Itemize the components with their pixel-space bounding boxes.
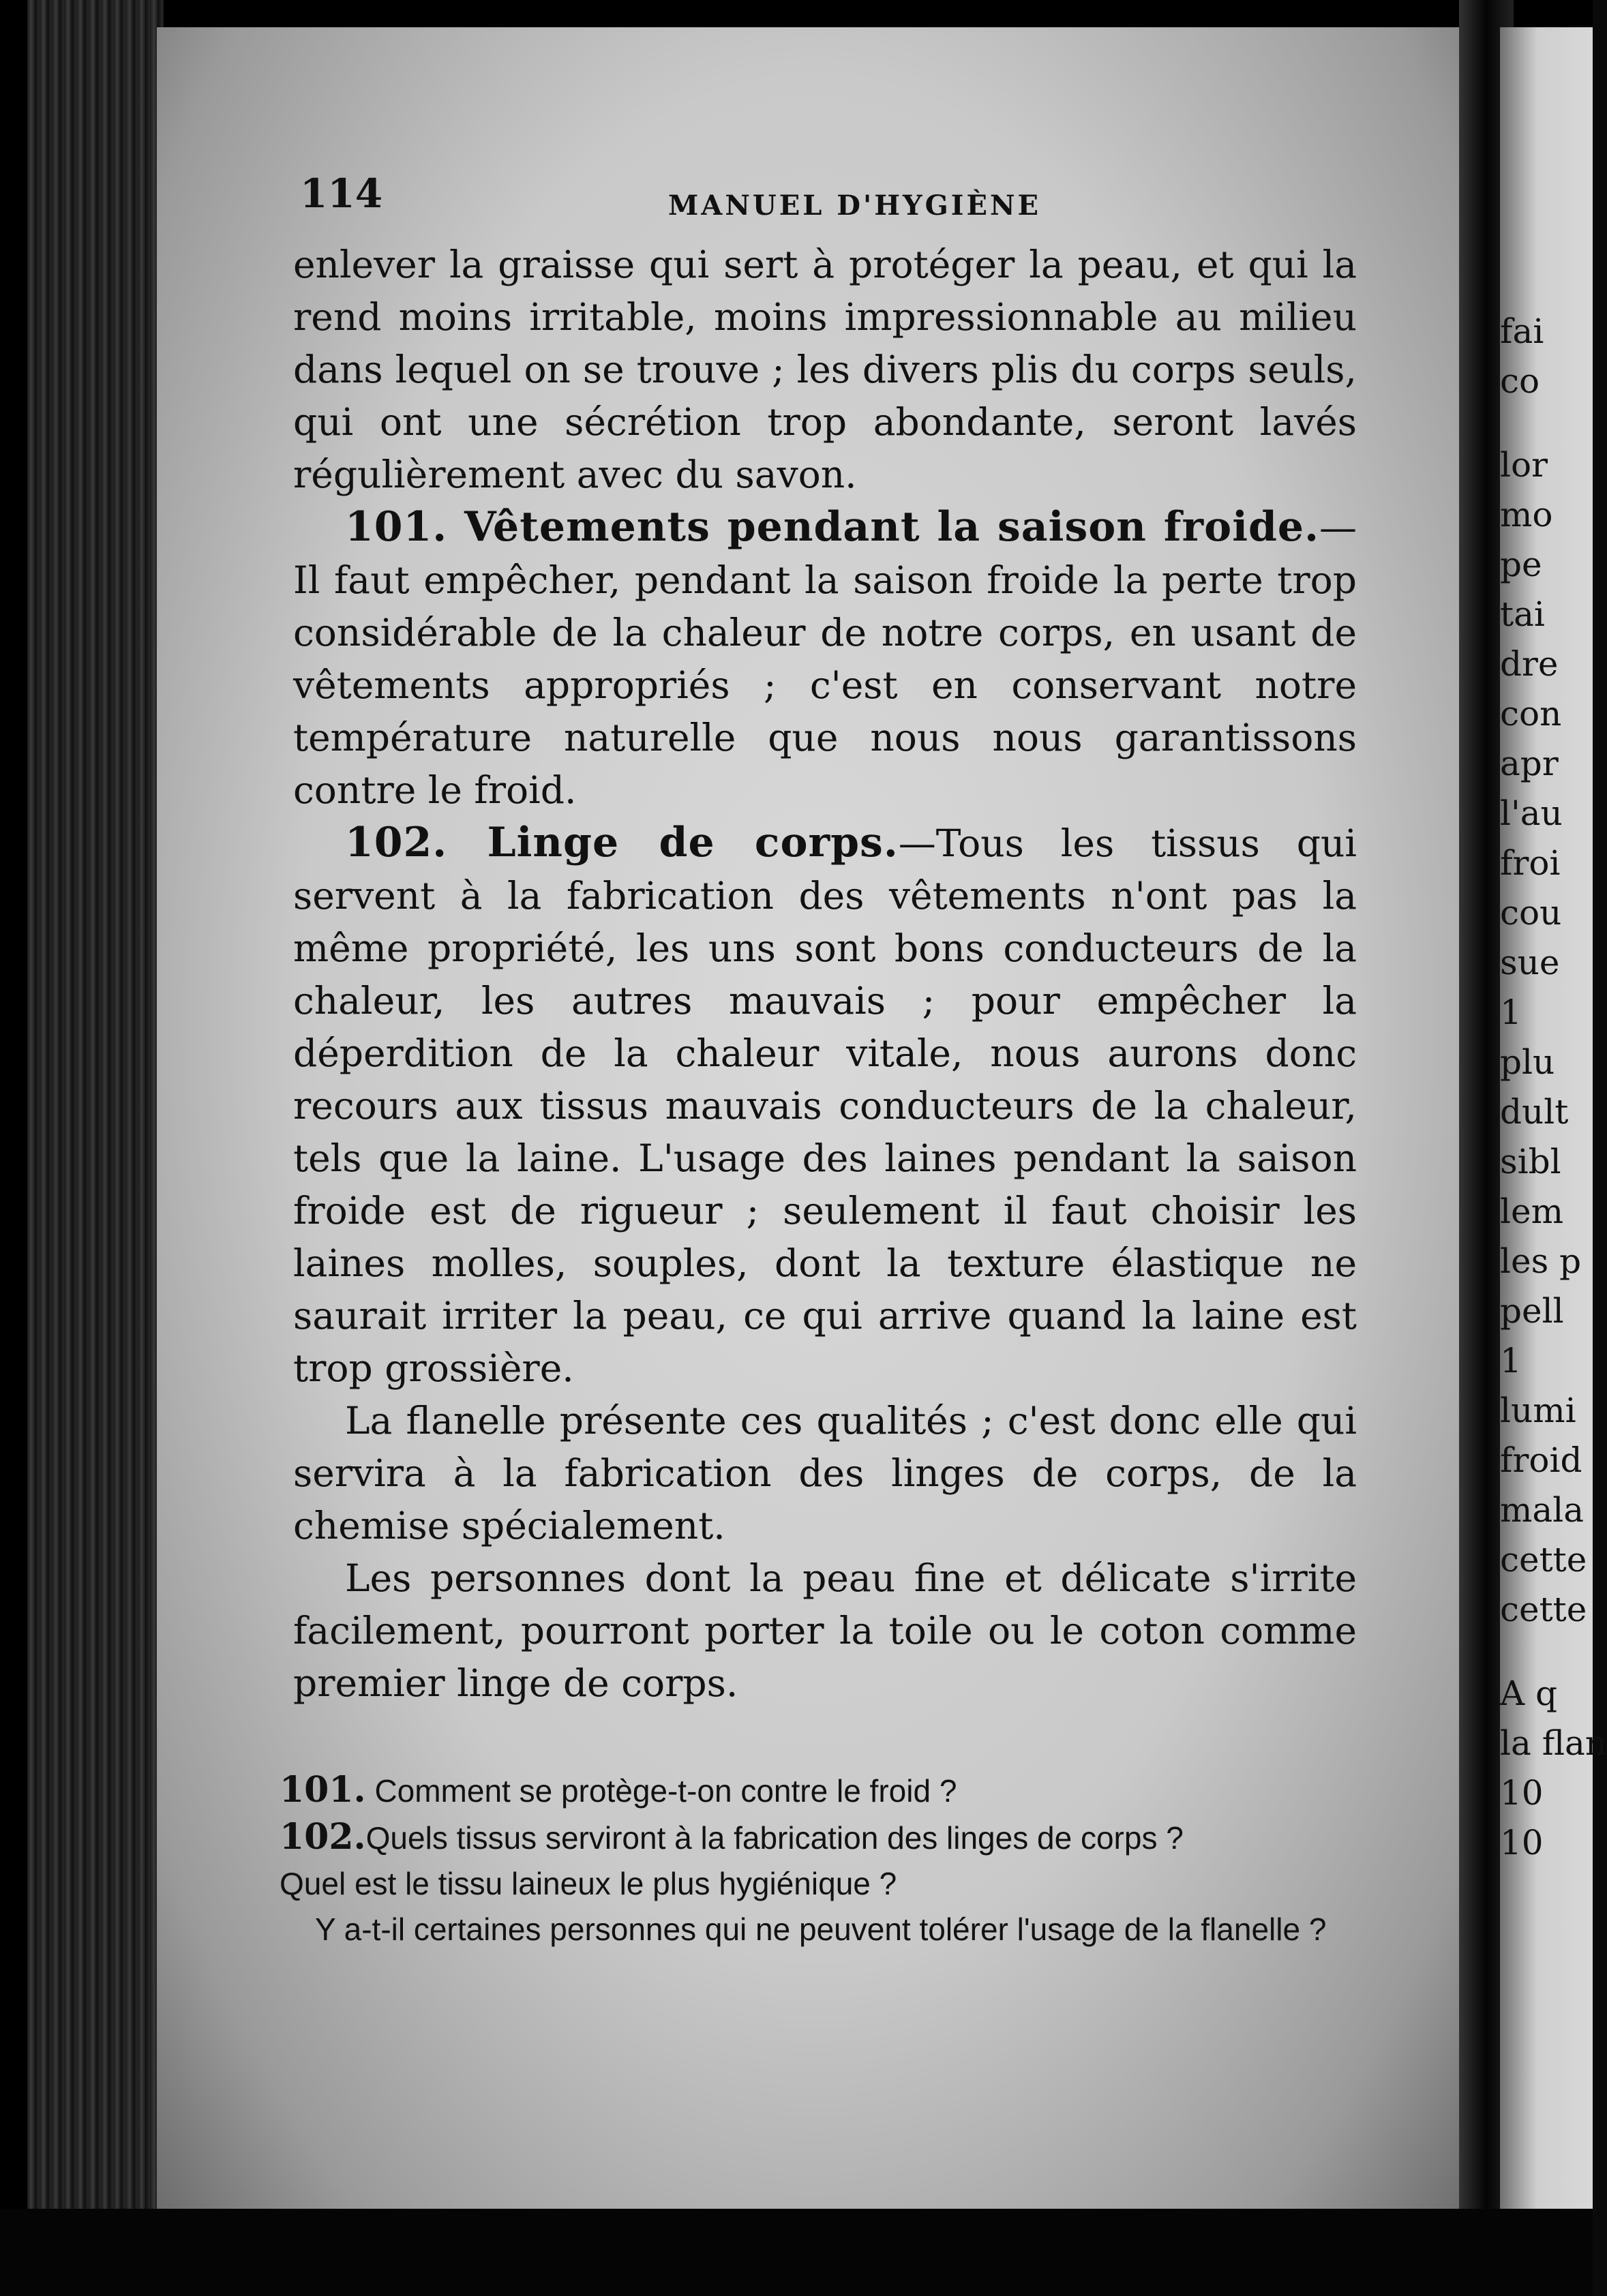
right-page-fragment: mo xyxy=(1500,495,1553,534)
question-text: Quel est le tissu laineux le plus hygiénique ? xyxy=(280,1866,897,1901)
right-page-fragment: 1 xyxy=(1500,993,1522,1032)
page-content xyxy=(266,164,1384,1952)
paragraph-text: —Tous les tissus qui servent à la fabrication des vêtements n'ont pas la même propriété, les uns sont bons conducteurs de la chaleur, les autres mauvais ; pour empêcher la déperdition de la chaleur vitale, nous aurons donc recours aux tissus mauvais conducteurs de la chaleur, tels que la laine. L'usage des laines pendant la saison froide est de rigueur ; seulement il faut choisir les laines molles, souples, dont la texture élastique ne saurait irriter la peau, ce qui arrive quand la laine est trop grossière. xyxy=(293,821,1357,1390)
right-page-fragment: plu xyxy=(1500,1042,1555,1082)
right-page-fragment: sue xyxy=(1500,943,1560,982)
right-page-fragment: 1 xyxy=(1500,1341,1522,1380)
right-page-fragment: lumi xyxy=(1500,1391,1576,1430)
right-page-fragment: 10 xyxy=(1500,1823,1544,1862)
bottom-shadow xyxy=(0,2209,1593,2296)
question-flanelle xyxy=(280,1907,1357,1952)
paragraph-continuation xyxy=(266,239,1384,501)
paragraph-102 xyxy=(266,817,1384,1395)
right-page-fragment: mala xyxy=(1500,1490,1585,1530)
right-page-fragment: sibl xyxy=(1500,1142,1561,1181)
right-page-fragment: co xyxy=(1500,361,1540,401)
right-page-fragment: cette xyxy=(1500,1590,1587,1629)
right-page-fragment: 10 xyxy=(1500,1773,1544,1813)
page-edges xyxy=(27,0,164,2296)
question-number: 101. xyxy=(280,1769,366,1811)
right-page-fragment: les p xyxy=(1500,1241,1582,1281)
section-title-101: 101. Vêtements pendant la saison froide. xyxy=(345,503,1319,551)
page-number: 114 xyxy=(300,170,383,217)
question-text: Comment se protège-t-on contre le froid ? xyxy=(374,1773,957,1809)
paragraph-flanelle xyxy=(266,1395,1384,1552)
right-page-text-fragments xyxy=(1500,307,1607,1868)
right-page-fragment: cou xyxy=(1500,893,1562,933)
running-head: MANUEL D'HYGIÈNE xyxy=(668,190,1041,222)
paragraph-personnes xyxy=(266,1552,1384,1710)
section-title-102: 102. Linge de corps. xyxy=(345,819,899,866)
right-page-fragment: pell xyxy=(1500,1291,1564,1331)
question-101 xyxy=(280,1767,1357,1814)
paragraph-text: La flanelle présente ces qualités ; c'est donc elle qui servira à la fabrication des linges de corps, de la chemise spécialement. xyxy=(293,1399,1357,1547)
question-102 xyxy=(280,1814,1357,1861)
right-page-fragment: dre xyxy=(1500,644,1559,684)
question-number: 102. xyxy=(280,1816,366,1858)
paragraph-text: —Il faut empêcher, pendant la saison froide la perte trop considérable de la chaleur de notre corps, en usant de vêtements appropriés ; c'est en conservant notre température naturelle que nous nous garantissons contre le froid. xyxy=(293,506,1357,812)
right-page-fragment: A q xyxy=(1500,1674,1558,1713)
right-page-fragment: con xyxy=(1500,694,1562,734)
right-page-fragment: apr xyxy=(1500,744,1559,783)
right-page-fragment xyxy=(1500,1635,1593,1669)
right-page-fragment: lem xyxy=(1500,1192,1563,1231)
right-page-fragment: pe xyxy=(1500,545,1542,584)
review-questions xyxy=(266,1767,1384,1952)
right-page-fragment: tai xyxy=(1500,594,1545,634)
paragraph-101 xyxy=(266,501,1384,817)
question-text: Quels tissus serviront à la fabrication des linges de corps ? xyxy=(365,1820,1184,1856)
page-header xyxy=(266,164,1384,239)
right-page-fragment: froi xyxy=(1500,843,1561,883)
paragraph-text: Les personnes dont la peau fine et délicate s'irrite facilement, pourront porter la toile ou le coton comme premier linge de corps. xyxy=(293,1556,1357,1705)
paragraph-text: enlever la graisse qui sert à protéger la peau, et qui la rend moins irritable, moins impressionnable au milieu dans lequel on se trouve ; les divers plis du corps seuls, qui ont une sécrétion trop abondante, seront lavés régulièrement avec du savon. xyxy=(293,243,1357,496)
right-page-fragment xyxy=(1500,406,1593,440)
right-page-fragment: la flan xyxy=(1500,1723,1607,1763)
right-page-fragment: cette xyxy=(1500,1540,1587,1580)
question-tissu-laineux xyxy=(280,1861,1357,1907)
right-page-fragment: l'au xyxy=(1500,794,1563,833)
right-page-fragment: dult xyxy=(1500,1092,1569,1132)
right-page-fragment: froid xyxy=(1500,1440,1582,1480)
question-text: Y a-t-il certaines personnes qui ne peuvent tolérer l'usage de la flanelle ? xyxy=(315,1912,1327,1947)
right-page-fragment: lor xyxy=(1500,445,1548,485)
right-page-fragment: fai xyxy=(1500,312,1544,351)
